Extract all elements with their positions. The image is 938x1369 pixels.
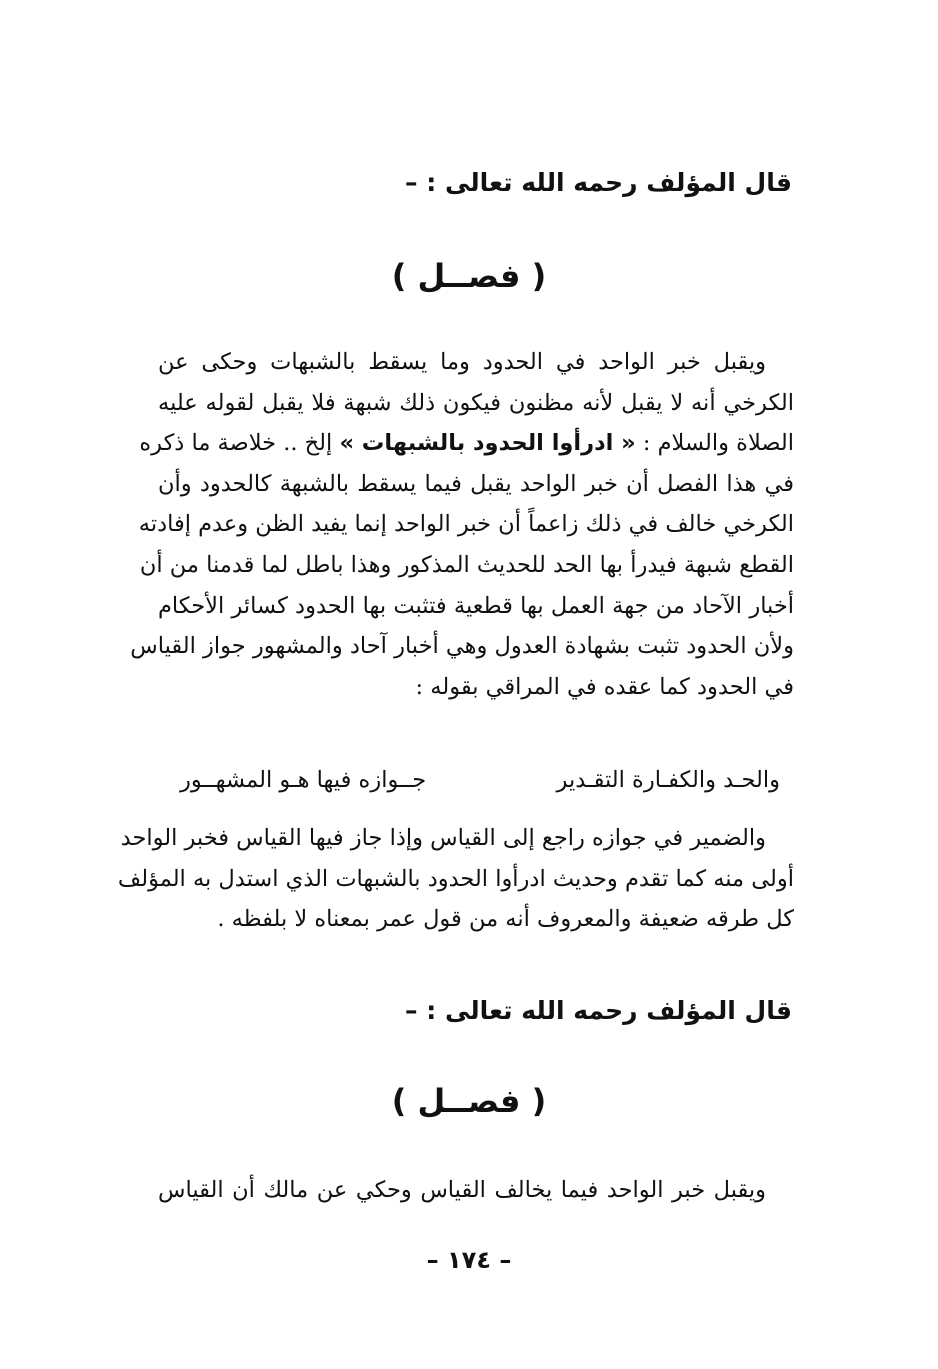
text-line: الكرخي أنه لا يقبل لأنه مظنون فيكون ذلك شبهة فلا يقبل لقوله عليه xyxy=(158,389,794,416)
verse-first-hemistich: والحـد والكفـارة التقـدير xyxy=(556,767,780,793)
section-title-2: ( فصــل ) xyxy=(391,1082,547,1120)
paragraph-2 xyxy=(117,818,794,940)
text-line: ولأن الحدود تثبت بشهادة العدول وهي أخبار آحاد والمشهور جواز القياس xyxy=(130,633,794,660)
text-segment: الصلاة والسلام : xyxy=(642,430,794,457)
text-line: في هذا الفصل أن خبر الواحد يقبل فيما يسقط بالشبهة كالحدود وأن xyxy=(158,470,794,497)
text-line: ويقبل خبر الواحد فيما يخالف القياس وحكي عن مالك أن القياس xyxy=(158,1177,766,1203)
text-line: في الحدود كما عقده في المراقي بقوله : xyxy=(415,673,794,700)
paragraph-1 xyxy=(130,342,794,707)
text-line: والضمير في جوازه راجع إلى القياس وإذا جاز فيها القياس فخبر الواحد xyxy=(120,825,766,851)
paragraph-3 xyxy=(158,1170,794,1211)
text-segment: إلخ .. خلاصة ما ذكره xyxy=(139,430,333,457)
text-line: كل طرقه ضعيفة والمعروف أنه من قول عمر بمعناه لا بلفظه . xyxy=(217,906,794,933)
text-line: أخبار الآحاد من جهة العمل بها قطعية فتثبت بها الحدود كسائر الأحكام xyxy=(158,592,794,619)
hadith-quote: « ادرأوا الحدود بالشبهات » xyxy=(339,430,636,457)
poetry-verse xyxy=(180,758,780,802)
text-line: ويقبل خبر الواحد في الحدود وما يسقط بالشبهات وحكى عن xyxy=(158,349,766,375)
text-line: القطع شبهة فيدرأ بها الحد للحديث المذكور وهذا باطل لما قدمنا من أن xyxy=(139,551,794,578)
text-line: أولى منه كما تقدم وحديث ادرأوا الحدود بالشبهات الذي استدل به المؤلف xyxy=(117,865,794,892)
verse-second-hemistich: جــوازه فيها هـو المشهــور xyxy=(180,767,427,793)
text-line: الكرخي خالف في ذلك زاعماً أن خبر الواحد إنما يفيد الظن وعدم إفادته xyxy=(138,511,794,538)
text-line xyxy=(139,423,794,464)
section-title-1: ( فصــل ) xyxy=(391,257,547,295)
author-heading-1: قال المؤلف رحمه الله تعالى : – xyxy=(405,168,792,197)
author-heading-2: قال المؤلف رحمه الله تعالى : – xyxy=(405,996,792,1025)
page-number: – ١٧٤ – xyxy=(426,1246,512,1274)
